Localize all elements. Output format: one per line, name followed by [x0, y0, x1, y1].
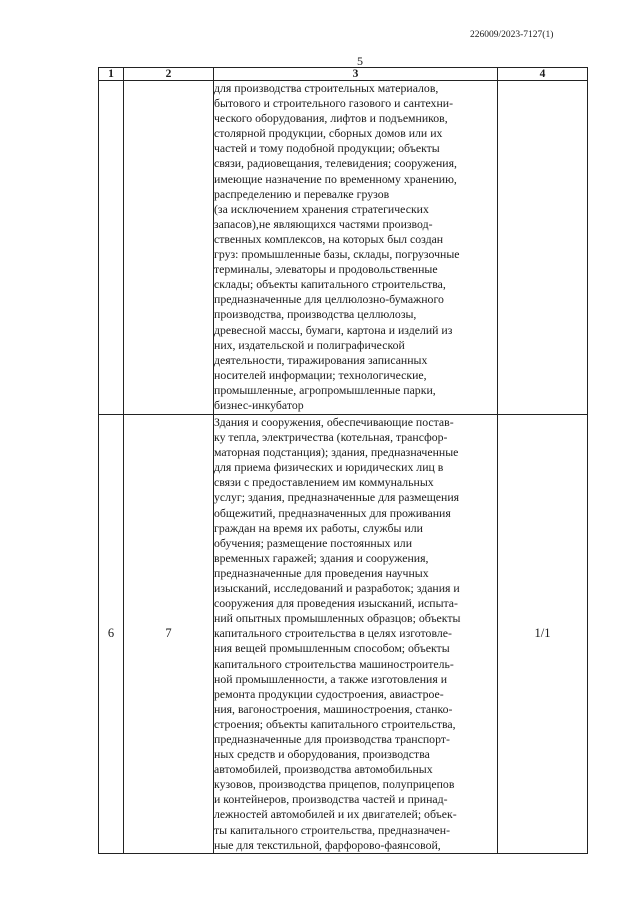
- description-line: лежностей автомобилей и их двигателей; объек-: [214, 807, 457, 822]
- cell-description: [214, 415, 498, 854]
- cell-col2: [124, 81, 214, 415]
- description-line: ных средств и оборудования, производства: [214, 747, 430, 762]
- description-line: услуг; здания, предназначенные для размещения: [214, 490, 460, 505]
- table-header-row: [99, 68, 588, 81]
- description-line: бизнес-инкубатор: [214, 397, 304, 412]
- column-header-4: 4: [498, 68, 588, 81]
- column-header-2: 2: [124, 68, 214, 81]
- description-line: автомобилей, производства автомобильных: [214, 762, 433, 777]
- description-line: временных гаражей; здания и сооружения,: [214, 550, 429, 565]
- description-line: ния вещей промышленным способом; объекты: [214, 641, 450, 656]
- table-row: [99, 415, 588, 854]
- description-line: имеющие назначение по временному хранению,: [214, 171, 457, 186]
- description-line: груз: промышленные базы, склады, погрузочные: [214, 247, 460, 262]
- description-line: общежитий, предназначенных для проживания: [214, 505, 451, 520]
- description-line: ния, вагоностроения, машиностроения, станко-: [214, 701, 453, 716]
- description-line: капитального строительства машиностроитель-: [214, 656, 454, 671]
- description-line: обучения; размещение постоянных или: [214, 535, 413, 550]
- document-number: 226009/2023-7127(1): [470, 30, 554, 40]
- description-line: для приема физических и юридических лиц в: [214, 460, 444, 475]
- cell-col2: 7: [124, 415, 214, 854]
- description-line: деятельности, тиражирования записанных: [214, 352, 428, 367]
- description-line: сооружения для проведения изысканий, испыта-: [214, 596, 458, 611]
- description-line: для производства строительных материалов,: [214, 81, 439, 95]
- table-row: [99, 81, 588, 415]
- description-line: ремонта продукции судостроения, авиастрое-: [214, 686, 444, 701]
- description-line: ные для текстильной, фарфорово-фаянсовой,: [214, 837, 441, 852]
- description-line: (за исключением хранения стратегических: [214, 201, 429, 216]
- description-line: связи с предоставлением им коммунальных: [214, 475, 434, 490]
- description-line: частей и тому подобной продукции; объекты: [214, 141, 440, 156]
- description-line: строения; объекты капитального строительства,: [214, 716, 456, 731]
- description-line: кузовов, производства прицепов, полуприцепов: [214, 777, 455, 792]
- description-line: ственных комплексов, на которых был создан: [214, 231, 444, 246]
- description-line: столярной продукции, сборных домов или их: [214, 126, 443, 141]
- description-line: ты капитального строительства, предназначен-: [214, 822, 451, 837]
- cell-col4: [498, 81, 588, 415]
- column-header-1: 1: [99, 68, 124, 81]
- description-line: предназначенные для проведения научных: [214, 565, 429, 580]
- description-line: ку тепла, электричества (котельная, трансфор-: [214, 430, 448, 445]
- description-line: носителей информации; технологические,: [214, 367, 427, 382]
- description-line: и контейнеров, производства частей и принад-: [214, 792, 448, 807]
- description-line: Здания и сооружения, обеспечивающие постав-: [214, 415, 454, 429]
- cell-description: [214, 81, 498, 415]
- description-line: них, издательской и полиграфической: [214, 337, 405, 352]
- description-line: связи, радиовещания, телевидения; сооружения,: [214, 156, 457, 171]
- description-line: склады; объекты капитального строительства,: [214, 277, 446, 292]
- description-line: ческого оборудования, лифтов и подъемников,: [214, 111, 448, 126]
- description-line: терминалы, элеваторы и продовольственные: [214, 262, 438, 277]
- description-line: ний опытных промышленных образцов; объекты: [214, 611, 461, 626]
- description-line: капитального строительства в целях изготовле-: [214, 626, 452, 641]
- cell-col4: 1/1: [498, 415, 588, 854]
- description-line: промышленные, агропромышленные парки,: [214, 382, 436, 397]
- description-line: граждан на время их работы, службы или: [214, 520, 423, 535]
- description-line: изысканий, исследований и разработок; здания и: [214, 581, 460, 596]
- description-line: предназначенные для производства транспорт-: [214, 731, 450, 746]
- description-line: производства, производства целлюлозы,: [214, 307, 417, 322]
- description-line: запасов),не являющихся частями производ-: [214, 216, 433, 231]
- description-line: маторная подстанция); здания, предназначенные: [214, 445, 459, 460]
- cell-col1: 6: [99, 415, 124, 854]
- page-number: 5: [357, 54, 363, 68]
- description-line: распределению и перевалке грузов: [214, 186, 390, 201]
- description-line: ной промышленности, а также изготовления и: [214, 671, 448, 686]
- zoning-table: [98, 67, 588, 854]
- description-line: предназначенные для целлюлозно-бумажного: [214, 292, 444, 307]
- column-header-3: 3: [214, 68, 498, 81]
- description-line: бытового и строительного газового и сантехни-: [214, 96, 454, 111]
- cell-col1: [99, 81, 124, 415]
- description-line: древесной массы, бумаги, картона и изделий из: [214, 322, 453, 337]
